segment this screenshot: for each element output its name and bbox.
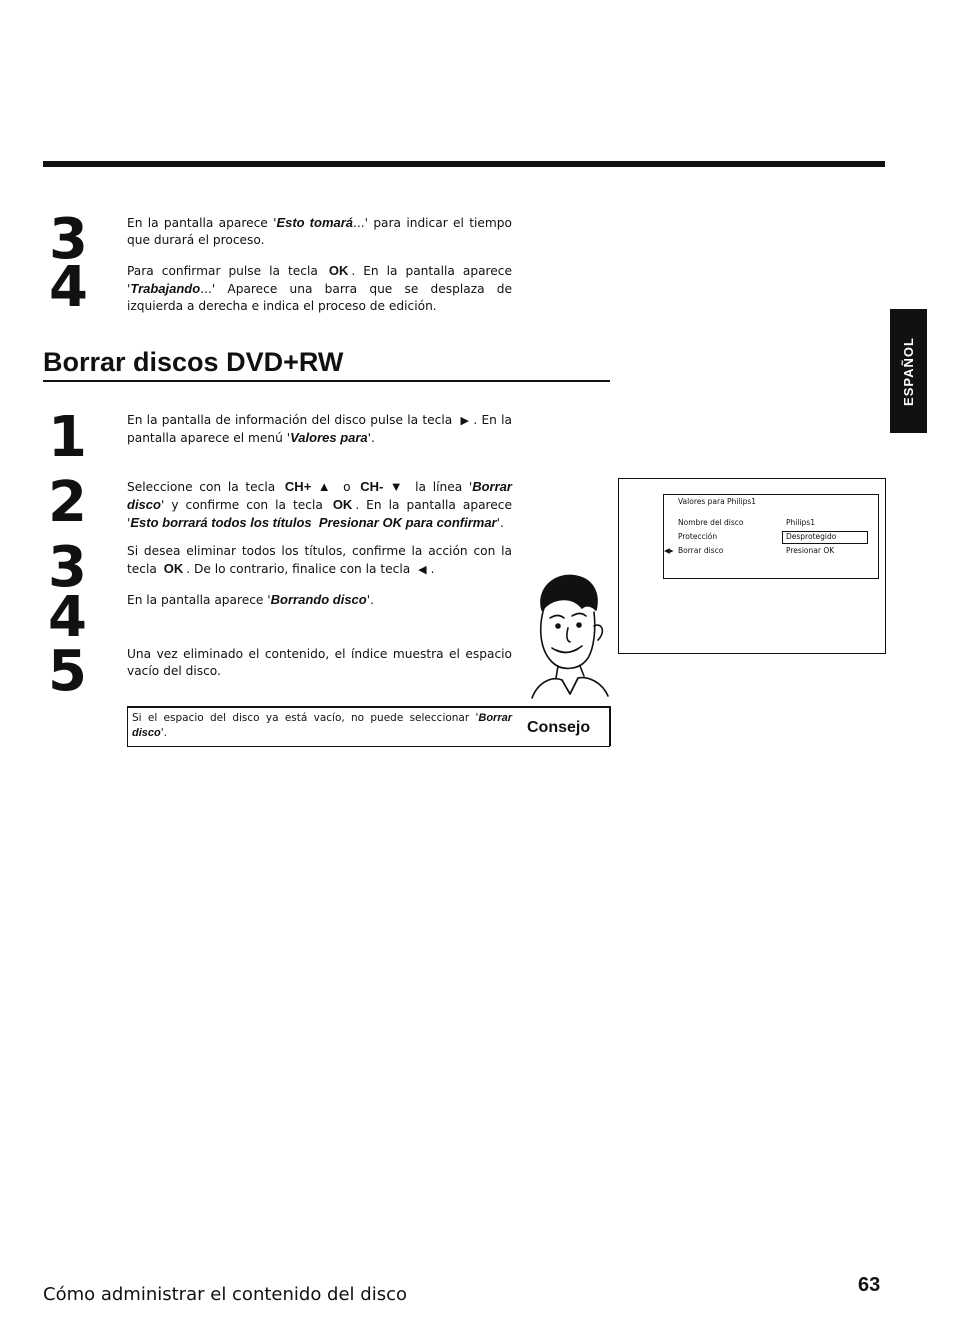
menu-row-label: Nombre del disco — [678, 518, 744, 527]
step-number: 3 — [48, 535, 87, 600]
page-number: 63 — [858, 1274, 881, 1296]
step-text: Si desea eliminar todos los títulos, confirme la acción con la tecla OK . De lo contrario, finalice con la tecla ◀ . — [127, 544, 512, 576]
section-title: Borrar discos DVD+RW — [43, 347, 344, 377]
step-text: En la pantalla aparece 'Borrando disco'. — [127, 592, 374, 607]
step-number: 3 — [49, 207, 88, 272]
step-number: 4 — [49, 255, 88, 320]
tip-box-edge — [609, 706, 611, 746]
menu-title: Valores para Philips1 — [678, 497, 757, 506]
mascot-illustration — [522, 570, 612, 710]
step-number: 1 — [48, 405, 87, 470]
step-number: 5 — [48, 639, 87, 704]
top-rule — [43, 161, 885, 167]
menu-row-label: Protección — [678, 532, 718, 541]
tip-label: Consejo — [527, 719, 591, 736]
menu-row-value: Presionar OK — [786, 546, 835, 555]
menu-row-value: Desprotegido — [786, 532, 837, 541]
step-number: 2 — [48, 470, 87, 535]
section-rule — [43, 380, 610, 382]
tip-text: Si el espacio del disco ya está vacío, no puede seleccionar 'Borrar disco'. — [132, 712, 512, 739]
step-text: Una vez eliminado el contenido, el índice muestra el espacio vacío del disco. — [127, 647, 512, 678]
step-text: Para confirmar pulse la tecla OK . En la pantalla aparece 'Trabajando...' Aparece una barra que se desplaza de izquierda a derecha e indica el proceso de edición. — [127, 263, 512, 313]
footer-chapter-title: Cómo administrar el contenido del disco — [43, 1284, 407, 1305]
cursor-icon: ◀▸ — [664, 546, 674, 555]
menu-row-value: Philips1 — [786, 518, 815, 527]
step-text: En la pantalla de información del disco pulse la tecla ▶ . En la pantalla aparece el menú 'Valores para'. — [127, 413, 512, 445]
step-text: Seleccione con la tecla CH+ ▲ o CH- ▼ la línea 'Borrar disco' y confirme con la tecla OK . En la pantalla aparece 'Esto borrará todos los títulos Presionar OK para confirmar'. — [127, 479, 512, 530]
menu-row-label: Borrar disco — [678, 546, 724, 555]
step-number: 4 — [48, 585, 87, 650]
step-text: En la pantalla aparece 'Esto tomará...' para indicar el tiempo que durará el proceso. — [127, 215, 512, 247]
language-tab-label: ESPAÑOL — [901, 336, 917, 406]
language-tab — [890, 309, 927, 433]
